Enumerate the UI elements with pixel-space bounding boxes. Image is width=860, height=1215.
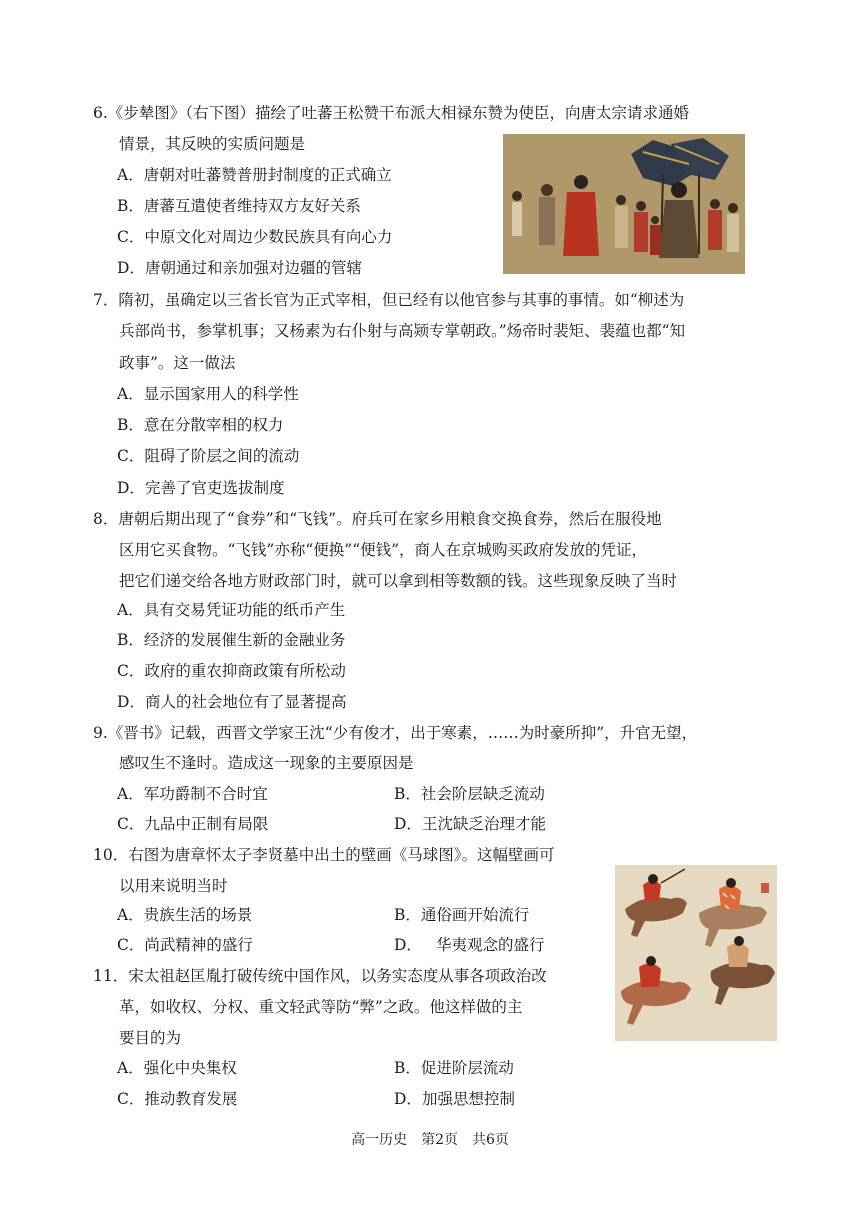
q6-option-c: C．中原文化对周边少数民族具有向心力 xyxy=(117,228,393,246)
q10-stem-line-1: 10．右图为唐章怀太子李贤墓中出土的壁画《马球图》。这幅壁画可 xyxy=(93,846,555,864)
q7-option-a: A．显示国家用人的科学性 xyxy=(117,385,299,403)
q8-option-b: B．经济的发展催生新的金融业务 xyxy=(117,631,346,649)
q11-stem-line-1: 11．宋太祖赵匡胤打破传统中国作风，以务实态度从事各项政治改 xyxy=(93,967,547,985)
q10-stem-line-2: 以用来说明当时 xyxy=(119,877,228,895)
q9-stem-line-1: 9.《晋书》记载，西晋文学家王沈“少有俊才，出于寒素，……为时豪所抑”，升官无望， xyxy=(93,724,698,742)
q11-stem-line-2: 革，如收权、分权、重文轻武等防“弊”之政。他这样做的主 xyxy=(119,998,523,1016)
bunian-painting-image xyxy=(503,134,745,274)
q9-option-b: B．社会阶层缺乏流动 xyxy=(394,785,545,803)
q11-option-d: D．加强思想控制 xyxy=(394,1090,515,1108)
q8-option-d: D．商人的社会地位有了显著提高 xyxy=(117,693,347,711)
q7-option-c: C．阻碍了阶层之间的流动 xyxy=(117,447,300,465)
q10-option-d: D． 华夷观念的盛行 xyxy=(394,936,545,954)
page-footer: 高一历史 第2页 共6页 xyxy=(351,1132,509,1148)
q6-option-b: B．唐蕃互遣使者维持双方友好关系 xyxy=(117,197,361,215)
q8-option-a: A．具有交易凭证功能的纸币产生 xyxy=(117,601,346,619)
q9-option-a: A．军功爵制不合时宜 xyxy=(117,785,268,803)
q11-stem-line-3: 要目的为 xyxy=(119,1029,182,1047)
q7-stem-line-3: 政事”。这一做法 xyxy=(119,354,236,372)
q10-option-c: C．尚武精神的盛行 xyxy=(117,936,253,954)
q11-option-b: B．促进阶层流动 xyxy=(394,1059,514,1077)
q9-option-c: C．九品中正制有局限 xyxy=(117,815,269,833)
q7-stem-line-1: 7．隋初，虽确定以三省长官为正式宰相，但已经有以他官参与其事的事情。如“柳述为 xyxy=(93,291,685,309)
q7-stem-line-2: 兵部尚书，参掌机事；又杨素为右仆射与高颎专掌朝政。”炀帝时裴矩、裴蕴也都“知 xyxy=(119,322,686,340)
q9-option-d: D．王沈缺乏治理才能 xyxy=(394,815,546,833)
q10-option-a: A．贵族生活的场景 xyxy=(117,906,253,924)
q11-option-c: C．推动教育发展 xyxy=(117,1090,238,1108)
q8-stem-line-1: 8．唐朝后期出现了“食券”和“飞钱”。府兵可在家乡用粮食交换食券，然后在服役地 xyxy=(93,510,662,528)
q11-option-a: A．强化中央集权 xyxy=(117,1059,237,1077)
q8-option-c: C．政府的重农抑商政策有所松动 xyxy=(117,662,346,680)
q6-option-d: D．唐朝通过和亲加强对边疆的管辖 xyxy=(117,259,362,277)
q8-stem-line-3: 把它们递交给各地方财政部门时，就可以拿到相等数额的钱。这些现象反映了当时 xyxy=(119,572,678,590)
q7-option-d: D．完善了官吏选拔制度 xyxy=(117,479,285,497)
q6-stem-line-1: 6.《步辇图》（右下图）描绘了吐蕃王松赞干布派大相禄东赞为使臣，向唐太宗请求通婚 xyxy=(93,104,690,122)
q8-stem-line-2: 区用它买食物。“飞钱”亦称“便换”“便钱”，商人在京城购买政府发放的凭证， xyxy=(119,541,648,559)
q6-stem-line-2: 情景，其反映的实质问题是 xyxy=(119,135,306,153)
q10-option-b: B．通俗画开始流行 xyxy=(394,906,530,924)
q9-stem-line-2: 感叹生不逢时。造成这一现象的主要原因是 xyxy=(119,754,414,772)
q7-option-b: B．意在分散宰相的权力 xyxy=(117,416,284,434)
q6-option-a: A．唐朝对吐蕃赞普册封制度的正式确立 xyxy=(117,166,392,184)
polo-mural-image xyxy=(615,865,777,1041)
